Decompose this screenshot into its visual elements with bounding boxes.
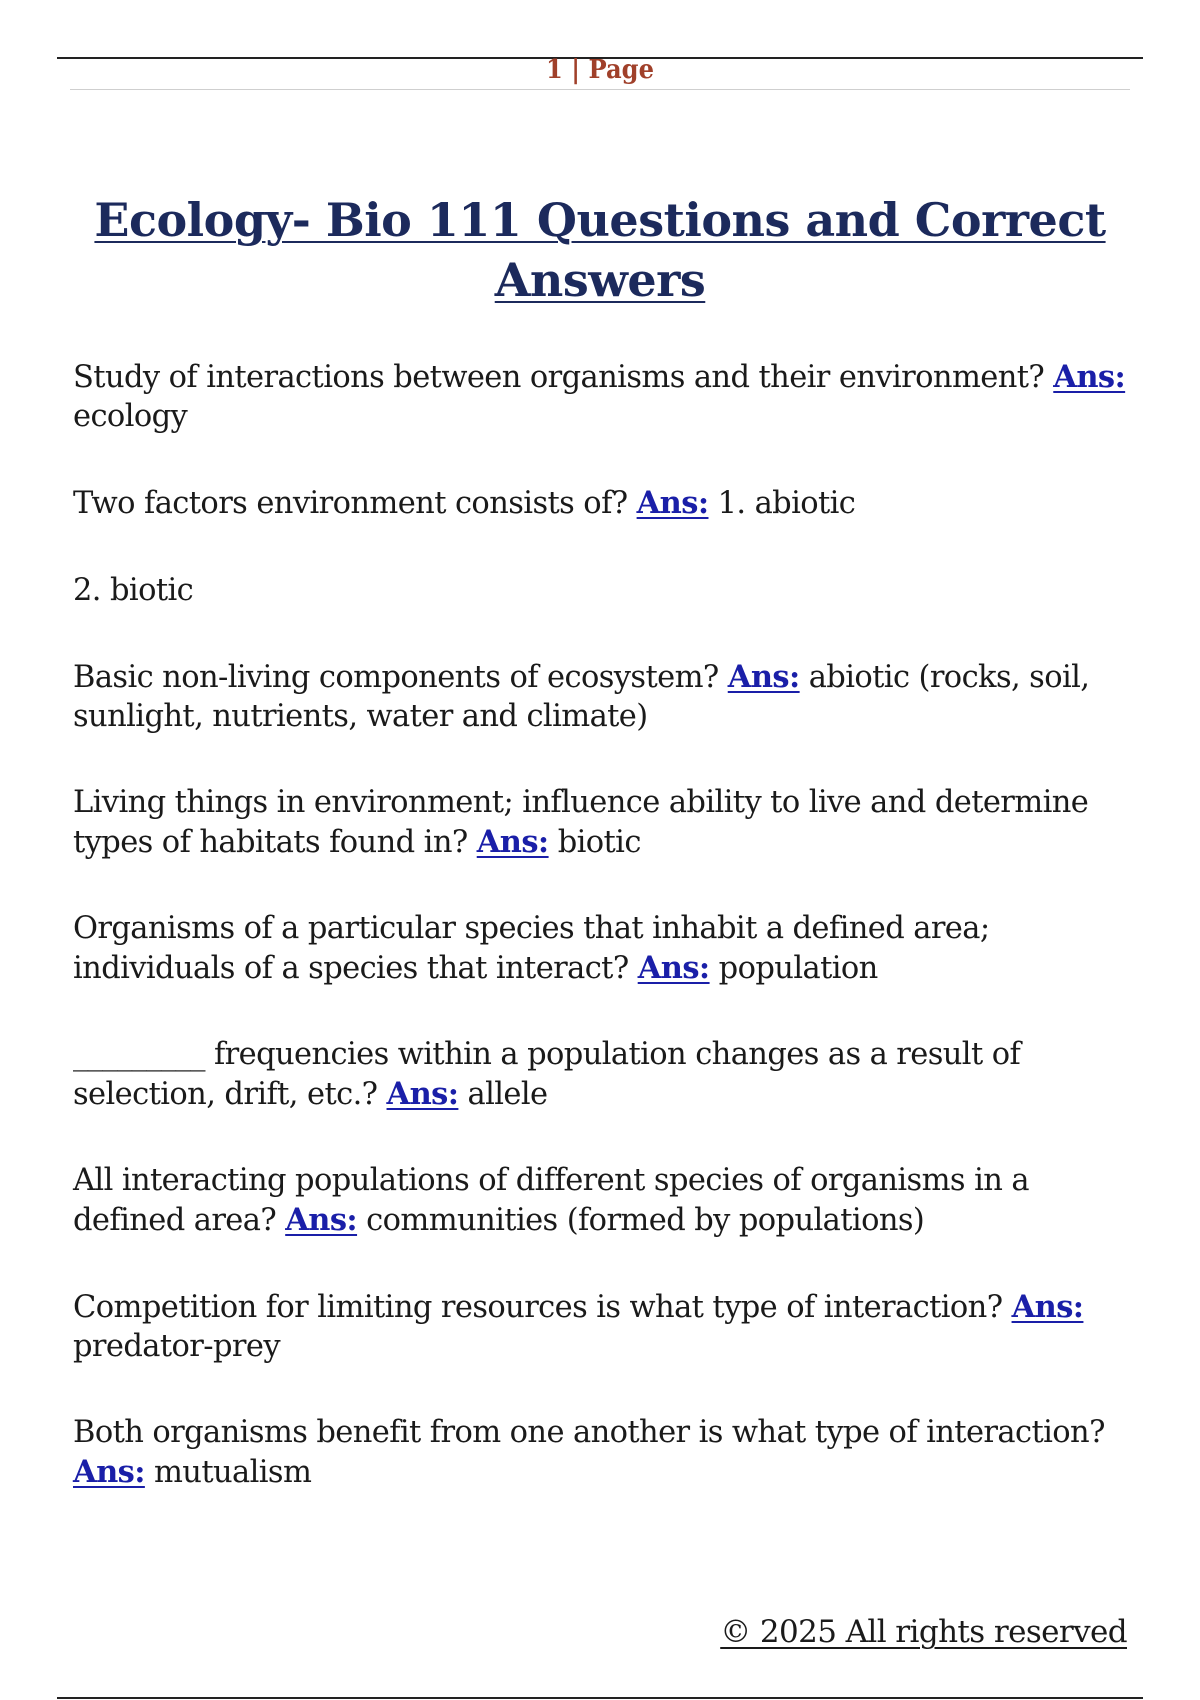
answer-text: mutualism — [144, 1454, 312, 1490]
bottom-rule — [57, 1697, 1143, 1699]
question-text: Two factors environment consists of? — [73, 486, 637, 521]
document-title — [60, 190, 1140, 310]
question-text: All interacting populations of different species of organisms in a defined area? — [73, 1163, 1029, 1238]
qa-item-2 — [73, 484, 1133, 524]
answer-text: communities (formed by populations) — [357, 1202, 925, 1238]
qa-item-10 — [73, 1414, 1133, 1492]
answer-text: predator-prey — [73, 1328, 280, 1364]
ans-link[interactable]: Ans: — [73, 1453, 145, 1490]
answer-text: biotic — [548, 824, 641, 860]
question-text: Competition for limiting resources is what type of interaction? — [73, 1290, 1012, 1325]
copyright-notice: © 2025 All rights reserved — [720, 1614, 1127, 1650]
page-number: 1 | Page — [546, 55, 654, 85]
qa-item-5 — [73, 784, 1133, 862]
qa-item-9 — [73, 1288, 1133, 1366]
ans-link[interactable]: Ans: — [386, 1075, 459, 1112]
question-text: Both organisms benefit from one another is what type of interaction? — [73, 1415, 1105, 1450]
question-text: Study of interactions between organisms and their environment? — [73, 360, 1054, 395]
question-text: Basic non-living components of ecosystem? — [73, 660, 728, 695]
answer-text: abiotic (rocks, soil, sunlight, nutrients, water and climate) — [73, 660, 1090, 734]
answer-text: population — [709, 950, 878, 986]
qa-item-4 — [73, 658, 1133, 736]
header-divider — [70, 89, 1130, 90]
ans-link[interactable]: Ans: — [727, 659, 800, 695]
qa-list — [73, 358, 1133, 1540]
qa-item-6 — [73, 910, 1133, 988]
ans-link[interactable]: Ans: — [1011, 1289, 1084, 1325]
answer-continuation-text: 2. biotic — [73, 572, 194, 608]
qa-item-7 — [73, 1036, 1133, 1114]
question-text: Organisms of a particular species that inhabit a defined area; individuals of a species that interact? — [73, 911, 990, 986]
qa-item-1 — [73, 358, 1133, 436]
title-line-2: Answers — [494, 253, 706, 307]
qa-item-8 — [73, 1162, 1133, 1240]
answer-text: ecology — [73, 398, 188, 434]
ans-link[interactable]: Ans: — [476, 823, 549, 860]
question-text: Living things in environment; influence ability to live and determine types of habitats found in? — [73, 785, 1089, 860]
question-text: _________ frequencies within a population changes as a result of selection, drift, etc.? — [73, 1037, 1021, 1112]
answer-text: allele — [458, 1076, 548, 1112]
title-line-1: Ecology- Bio 111 Questions and Correct — [94, 193, 1106, 247]
ans-link[interactable]: Ans: — [637, 949, 710, 986]
qa-item-3 — [73, 572, 1133, 611]
ans-link[interactable]: Ans: — [1053, 359, 1126, 395]
ans-link[interactable]: Ans: — [285, 1201, 358, 1238]
ans-link[interactable]: Ans: — [636, 485, 709, 521]
answer-text: 1. abiotic — [708, 486, 856, 521]
